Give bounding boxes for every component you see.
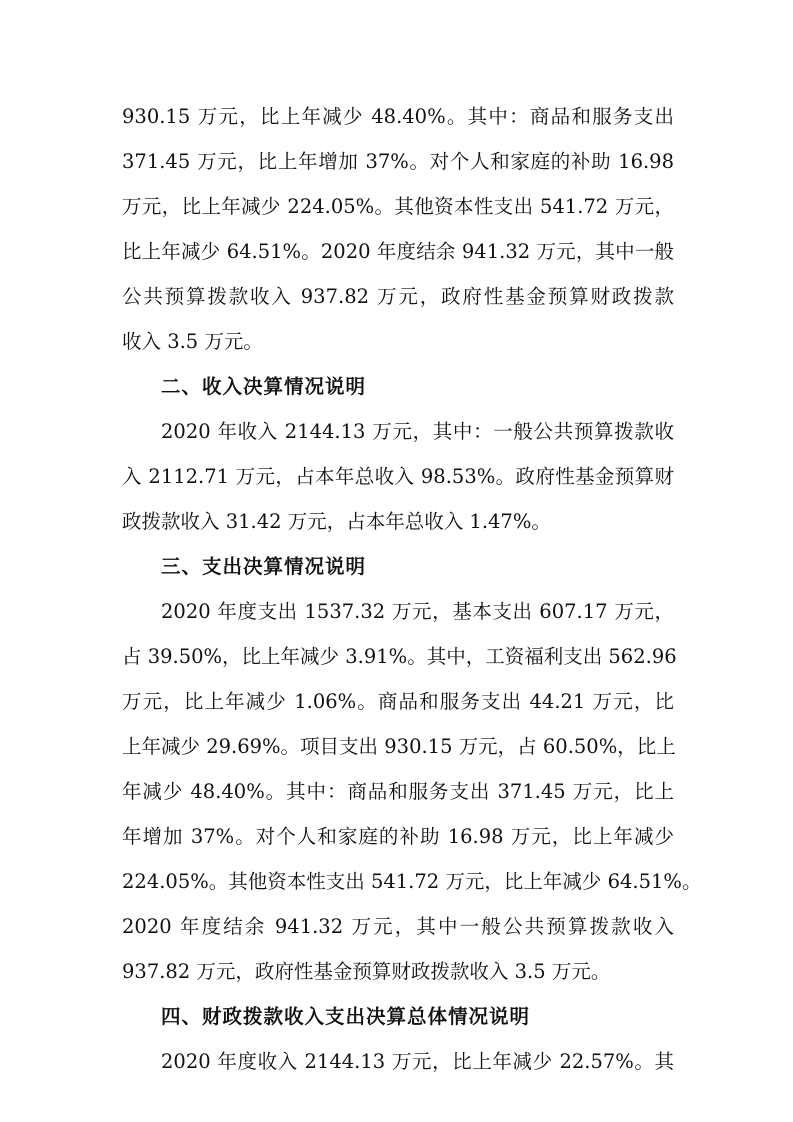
body-text-line: 比上年减少 64.51%。2020 年度结余 941.32 万元，其中一般 (122, 240, 674, 263)
body-text-line: 年增加 37%。对个人和家庭的补助 16.98 万元，比上年减少 (122, 825, 674, 848)
body-text-line: 年减少 48.40%。其中：商品和服务支出 371.45 万元，比上 (122, 780, 674, 803)
body-text-line: 930.15 万元，比上年减少 48.40%。其中：商品和服务支出 (122, 105, 674, 128)
body-text-line: 万元，比上年减少 1.06%。商品和服务支出 44.21 万元，比 (122, 690, 674, 713)
body-text-line: 2020 年收入 2144.13 万元，其中：一般公共预算拨款收 (161, 420, 674, 443)
body-text-line: 2020 年度结余 941.32 万元，其中一般公共预算拨款收入 (122, 915, 674, 938)
body-text-line: 入 2112.71 万元，占本年总收入 98.53%。政府性基金预算财 (122, 465, 674, 488)
body-text-line: 占 39.50%，比上年减少 3.91%。其中，工资福利支出 562.96 (122, 645, 677, 668)
body-text-line: 224.05%。其他资本性支出 541.72 万元，比上年减少 64.51%。 (122, 870, 702, 893)
body-text-line: 371.45 万元，比上年增加 37%。对个人和家庭的补助 16.98 (122, 150, 674, 173)
body-text-line: 政拨款收入 31.42 万元，占本年总收入 1.47%。 (122, 510, 551, 533)
body-text-line: 2020 年度收入 2144.13 万元，比上年减少 22.57%。其 (161, 1050, 674, 1073)
body-text-line: 2020 年度支出 1537.32 万元，基本支出 607.17 万元， (161, 600, 674, 623)
body-text-line: 上年减少 29.69%。项目支出 930.15 万元，占 60.50%，比上 (122, 735, 676, 758)
section-heading-expenditure: 三、支出决算情况说明 (161, 555, 367, 578)
body-text-line: 937.82 万元，政府性基金预算财政拨款收入 3.5 万元。 (122, 960, 611, 983)
body-text-line: 万元，比上年减少 224.05%。其他资本性支出 541.72 万元， (122, 195, 674, 218)
body-text-line: 公共预算拨款收入 937.82 万元，政府性基金预算财政拨款 (122, 285, 674, 308)
body-text-line: 收入 3.5 万元。 (122, 330, 263, 353)
section-heading-income: 二、收入决算情况说明 (161, 375, 367, 398)
section-heading-fiscal-overview: 四、财政拨款收入支出决算总体情况说明 (161, 1005, 531, 1028)
